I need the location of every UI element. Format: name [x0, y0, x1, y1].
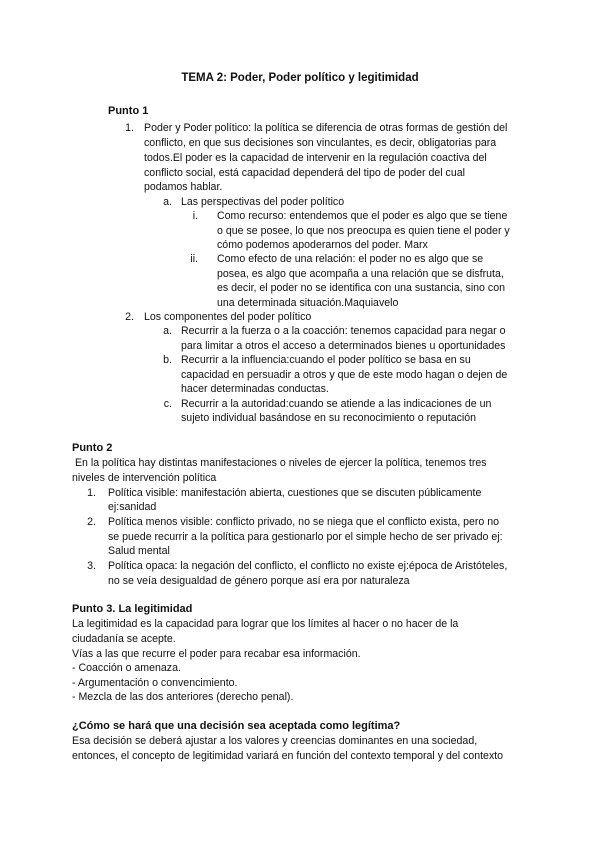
text-line: capacidad en persuadir a otros y que de este modo hagan o dejen de: [181, 369, 508, 381]
list-marker: c.: [163, 398, 172, 410]
text-line: Salud mental: [108, 545, 170, 557]
list-marker: 3.: [87, 560, 96, 572]
list-marker: 2.: [87, 516, 96, 528]
text-line: Las perspectivas del poder político: [181, 196, 345, 208]
text-line: posea, es algo que acompaña a una relación que se disfruta,: [217, 268, 504, 280]
text-line: cómo podemos apoderarnos del poder. Marx: [217, 239, 428, 251]
text-line: conflicto social, está capacidad dependerá del tipo de poder del cual: [144, 167, 465, 179]
list-marker: a.: [163, 325, 172, 337]
list-marker: 1.: [87, 487, 96, 499]
text-line: no se veía desigualdad de género porque así era por naturaleza: [108, 575, 410, 587]
text-line: Política opaca: la negación del conflicto, el conflicto no existe ej:época de Aristóteles,: [108, 560, 508, 572]
text-line: sujeto individual basándose en su reconocimiento o reputación: [181, 412, 477, 424]
text-line: Como efecto de una relación: el poder no es algo que se: [217, 253, 484, 265]
list-marker: ii.: [190, 253, 198, 265]
punto3-heading: Punto 3. La legitimidad: [72, 603, 193, 615]
punto1-heading: Punto 1: [108, 105, 149, 117]
punto2-heading: Punto 2: [72, 442, 113, 454]
list-marker: 2.: [125, 311, 134, 323]
list-marker: i.: [192, 210, 198, 222]
text-line: Recurrir a la influencia:cuando el poder político se basa en su: [181, 354, 471, 366]
text-line: Recurrir a la autoridad:cuando se atiende a las indicaciones de un: [181, 398, 492, 410]
text-line: entonces, el concepto de legitimidad variará en función del contexto temporal y del contexto: [72, 750, 504, 762]
text-line: Política menos visible: conflicto privado, no se niega que el conflicto exista, pero no: [108, 516, 500, 528]
text-line: una determinada situación.Maquiavelo: [217, 297, 399, 309]
page-title: TEMA 2: Poder, Poder político y legitimidad: [181, 72, 419, 84]
question-heading: ¿Cómo se hará que una decisión sea aceptada como legítima?: [72, 720, 401, 732]
text-line: Política visible: manifestación abierta, cuestiones que se discuten públicamente: [108, 487, 482, 499]
text-line: Recurrir a la fuerza o a la coacción: tenemos capacidad para negar o: [181, 325, 506, 337]
text-line: Esa decisión se deberá ajustar a los valores y creencias dominantes en una sociedad,: [72, 735, 478, 747]
text-line: todos.El poder es la capacidad de intervenir en la regulación coactiva del: [144, 152, 487, 164]
text-line: - Mezcla de las dos anteriores (derecho penal).: [72, 691, 294, 703]
text-line: es decir, el poder no se identifica con una sustancia, sino con: [217, 282, 505, 294]
list-marker: 1.: [125, 122, 134, 134]
text-line: Vías a las que recurre el poder para recabar esa información.: [72, 648, 361, 660]
text-line: se puede recurrir a la política para gestionarlo por el simple hecho de ser privado ej:: [108, 531, 503, 543]
text-line: - Coacción o amenaza.: [72, 662, 181, 674]
text-line: Poder y Poder político: la política se diferencia de otras formas de gestión del: [144, 122, 508, 134]
list-marker: b.: [163, 354, 172, 366]
list-marker: a.: [163, 196, 172, 208]
text-line: niveles de intervención política: [72, 472, 217, 484]
text-line: La legitimidad es la capacidad para lograr que los límites al hacer o no hacer de la: [72, 618, 459, 630]
text-line: ej:sanidad: [108, 501, 157, 513]
text-line: conflicto, en que sus decisiones son vinculantes, es decir, obligatorias para: [144, 137, 497, 149]
text-line: ciudadanía se acepte.: [72, 633, 176, 645]
text-line: podamos hablar.: [144, 181, 223, 193]
text-line: En la política hay distintas manifestaciones o niveles de ejercer la política, tenemos tres: [72, 457, 487, 469]
text-line: para limitar a otros el acceso a determinados bienes u oportunidades: [181, 340, 506, 352]
text-line: hacer determinadas conductas.: [181, 383, 329, 395]
text-line: Como recurso: entendemos que el poder es algo que se tiene: [217, 210, 508, 222]
text-line: o que se posee, lo que nos preocupa es quien tiene el poder y: [217, 225, 510, 237]
text-line: - Argumentación o convencimiento.: [72, 677, 238, 689]
text-line: Los componentes del poder político: [144, 311, 312, 323]
